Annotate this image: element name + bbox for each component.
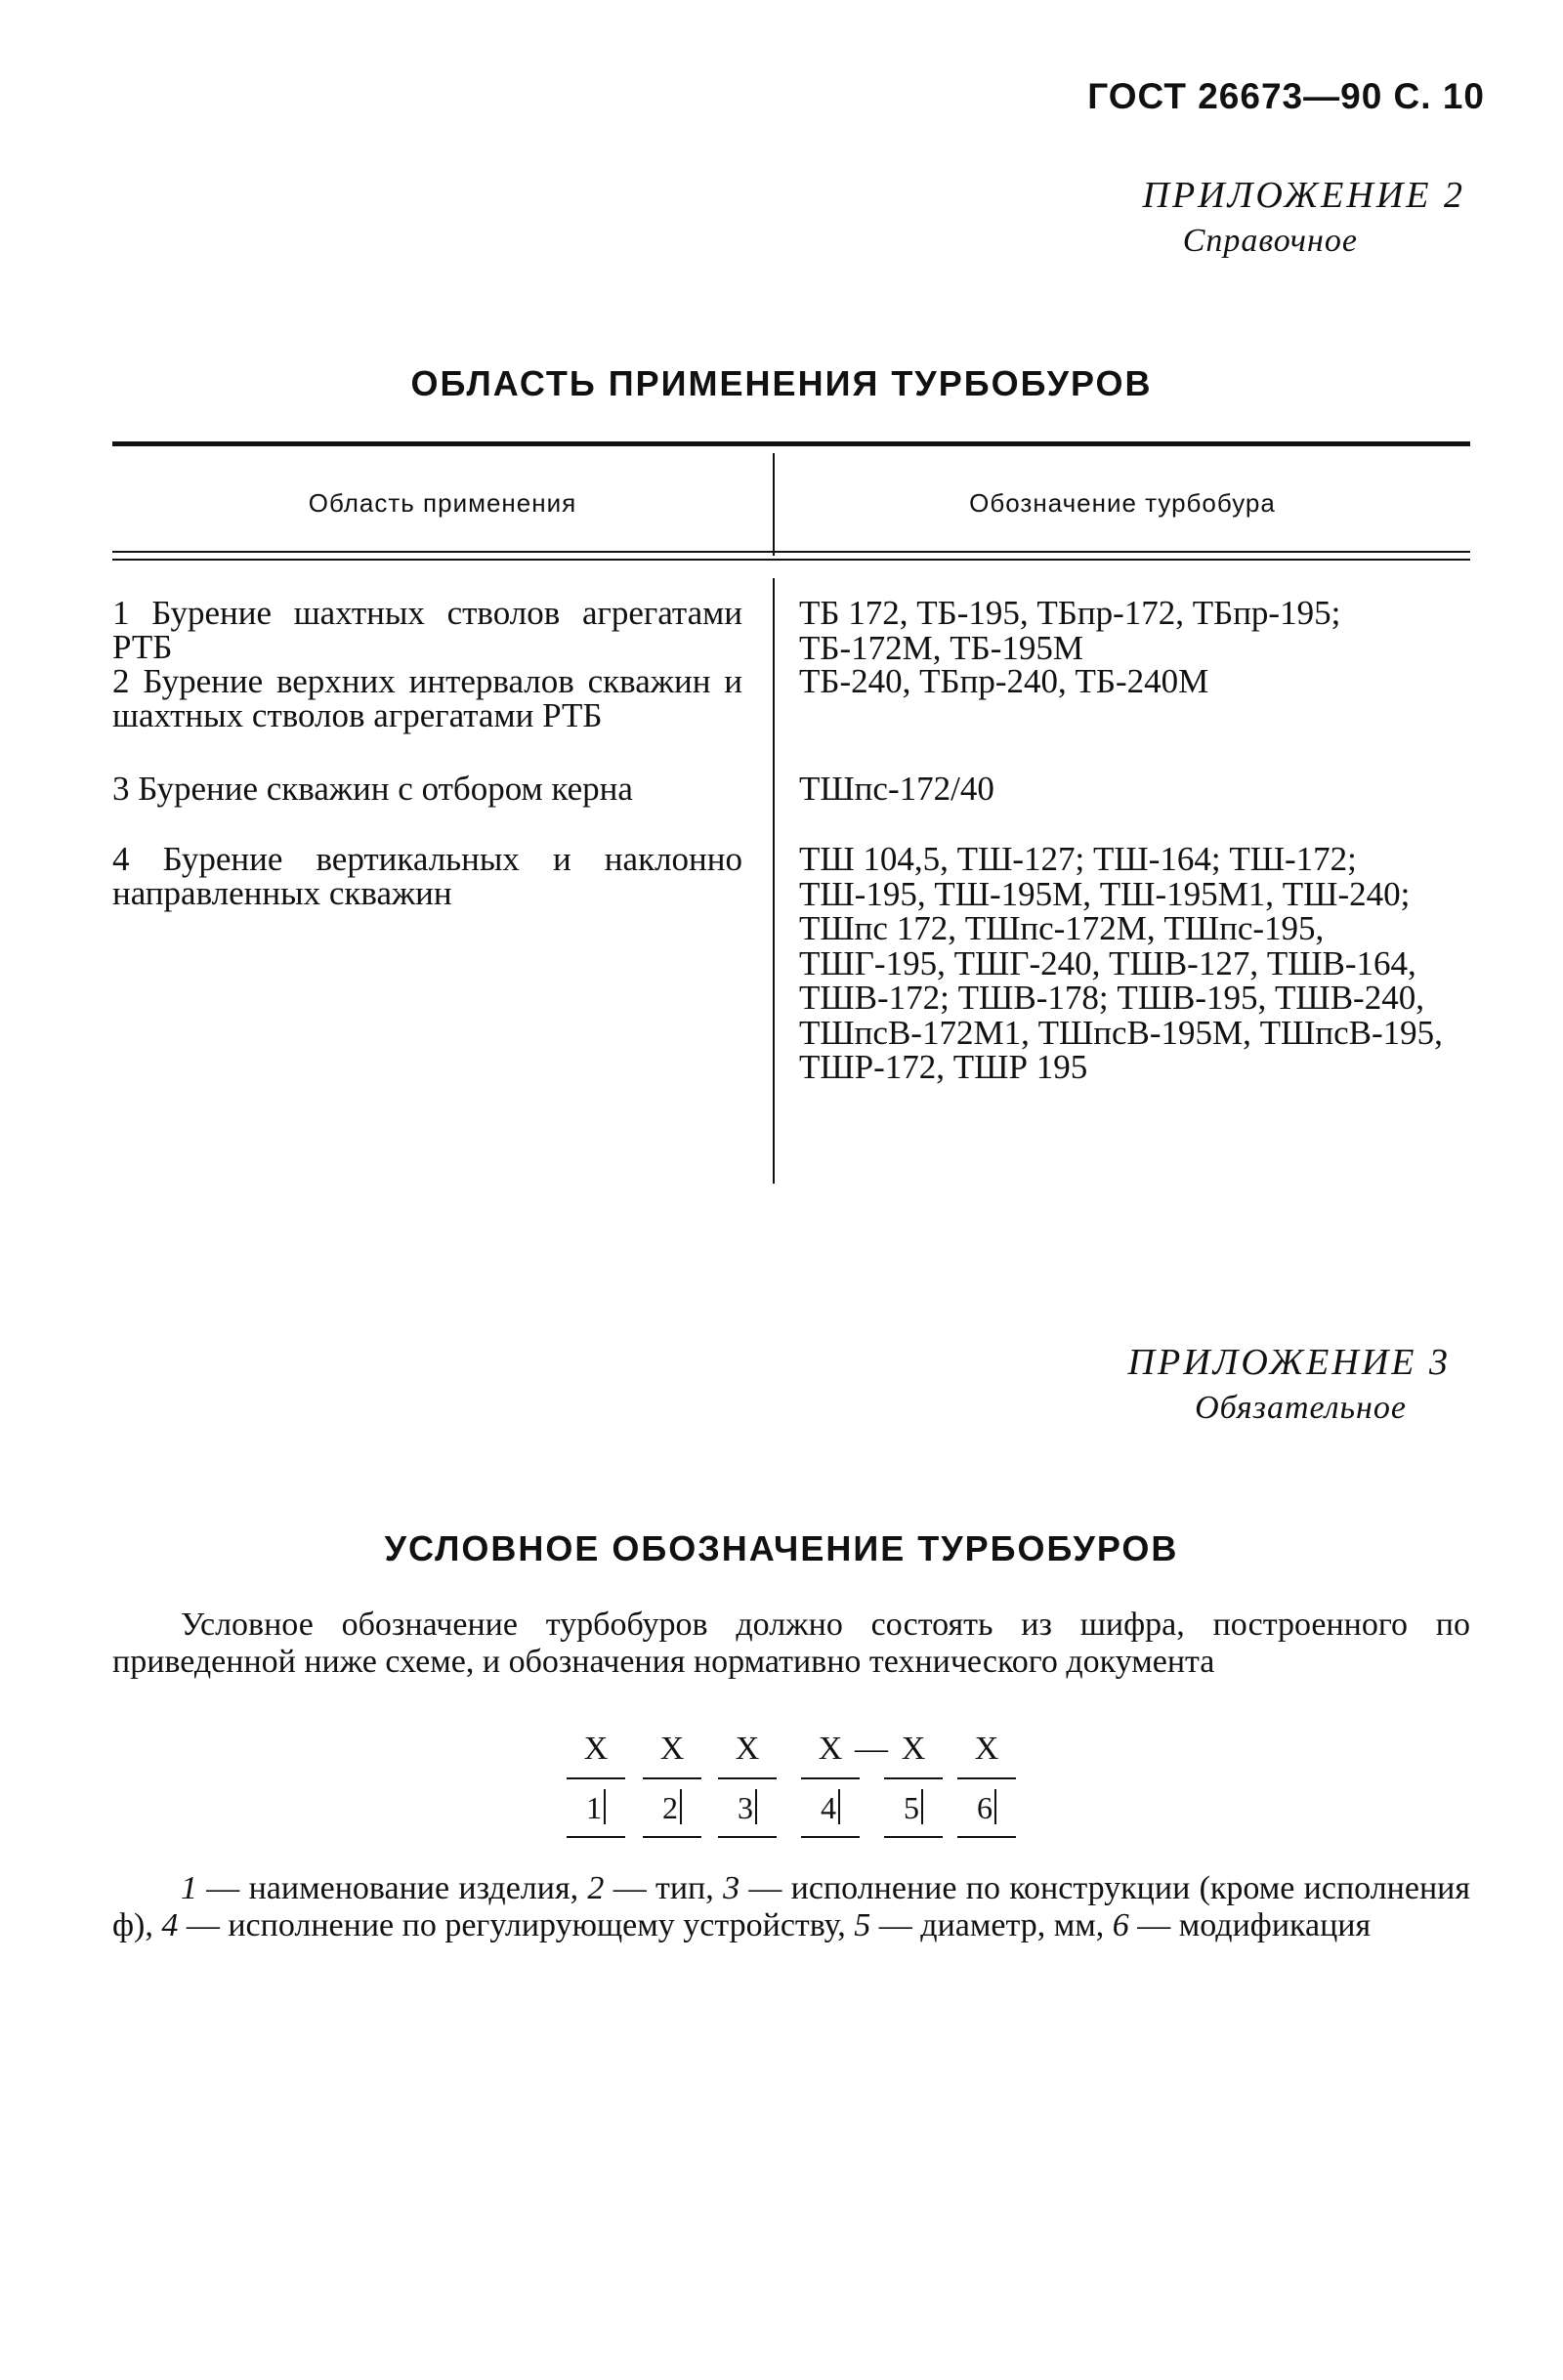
scheme-baseline-4	[801, 1836, 860, 1838]
scheme-number-3	[718, 1789, 777, 1826]
scheme-placeholder-4: Х	[818, 1731, 843, 1767]
appendix-3-status: Обязательное	[1195, 1390, 1407, 1426]
scheme-number-4	[801, 1789, 860, 1826]
table-cell-area-1: 1 Бурение шахтных стволов агрегатами РТБ	[112, 594, 742, 666]
legend-text-5: — диаметр, мм,	[870, 1907, 1113, 1943]
scheme-legend	[112, 1870, 1470, 1944]
designation-scheme	[567, 1731, 1055, 1848]
table-body-divider	[773, 578, 775, 1184]
table-top-rule	[112, 441, 1470, 446]
legend-number-1: 1	[181, 1870, 197, 1906]
scheme-underline-6	[957, 1777, 1016, 1779]
scheme-number-6-text: 6	[977, 1790, 993, 1825]
table-cell-designation-4: ТШ 104,5, ТШ-127; ТШ-164; ТШ-172; ТШ-195, ТШ-195М, ТШ-195М1, ТШ-240; ТШпс 172, ТШпс-172М, ТШпс-195, ТШГ-195, ТШГ-240, ТШВ-127, ТШВ-164, ТШВ-172; ТШВ-178; ТШВ-195, ТШВ-240, ТШпсВ-172М1, ТШпсВ-195М, ТШпсВ-195, ТШР-172, ТШР 195	[799, 840, 1443, 1086]
designation-paragraph: Условное обозначение турбобуров должно состоять из шифра, построенного по приведенной ниже схеме, и обозначения нормативно технического документа	[112, 1607, 1470, 1680]
scheme-placeholder-3: Х	[735, 1731, 760, 1767]
scheme-baseline-5	[884, 1836, 943, 1838]
scheme-number-5-text: 5	[904, 1790, 919, 1825]
scheme-number-1	[567, 1789, 625, 1826]
scheme-number-5	[884, 1789, 943, 1826]
table-header-designation: Обозначение турбобура	[969, 488, 1276, 518]
scheme-baseline-2	[643, 1836, 701, 1838]
table-cell-area-4: 4 Бурение вертикальных и наклонно направленных скважин	[112, 840, 742, 912]
scheme-underline-4	[801, 1777, 860, 1779]
legend-text-3: — исполнение по конструкции (кроме исполнения ф),	[112, 1870, 1470, 1943]
scheme-underline-5	[884, 1777, 943, 1779]
table-header-rule-1	[112, 551, 1470, 553]
table-cell-area-2: 2 Бурение верхних интервалов скважин и шахтных стволов агрегатами РТБ	[112, 662, 742, 734]
table-cell-area-3: 3 Бурение скважин с отбором керна	[112, 770, 633, 808]
scheme-placeholder-5: Х	[901, 1731, 926, 1767]
legend-text-6: — модификация	[1128, 1907, 1372, 1943]
legend-text-1: — наименование изделия,	[197, 1870, 588, 1906]
scheme-baseline-6	[957, 1836, 1016, 1838]
scheme-baseline-1	[567, 1836, 625, 1838]
scheme-baseline-3	[718, 1836, 777, 1838]
scheme-underline-2	[643, 1777, 701, 1779]
legend-number-5: 5	[854, 1907, 871, 1943]
table-header-area: Область применения	[308, 488, 577, 518]
scheme-number-4-text: 4	[821, 1790, 836, 1825]
scheme-number-2	[643, 1789, 701, 1826]
legend-number-4: 4	[161, 1907, 179, 1943]
scheme-underline-1	[567, 1777, 625, 1779]
scheme-underline-3	[718, 1777, 777, 1779]
scheme-dash: —	[855, 1731, 888, 1767]
legend-number-2: 2	[587, 1870, 605, 1906]
table-header-rule-2	[112, 559, 1470, 561]
table-cell-designation-1: ТБ 172, ТБ-195, ТБпр-172, ТБпр-195; ТБ-172М, ТБ-195М	[799, 594, 1341, 667]
page-header: ГОСТ 26673—90 С. 10	[1087, 76, 1485, 116]
scheme-placeholder-1: Х	[583, 1731, 609, 1767]
appendix-3-label: ПРИЛОЖЕНИЕ 3	[1127, 1342, 1451, 1383]
legend-text-4: — исполнение по регулирующему устройству,	[178, 1907, 855, 1943]
scheme-number-2-text: 2	[662, 1790, 678, 1825]
legend-number-3: 3	[723, 1870, 740, 1906]
table-cell-designation-3: ТШпс-172/40	[799, 770, 994, 808]
scheme-number-3-text: 3	[738, 1790, 753, 1825]
appendix-3-title: УСЛОВНОЕ ОБОЗНАЧЕНИЕ ТУРБОБУРОВ	[384, 1528, 1179, 1568]
appendix-2-label: ПРИЛОЖЕНИЕ 2	[1142, 175, 1465, 216]
scheme-number-6	[957, 1789, 1016, 1826]
scheme-placeholder-6: Х	[974, 1731, 999, 1767]
appendix-2-title: ОБЛАСТЬ ПРИМЕНЕНИЯ ТУРБОБУРОВ	[410, 363, 1153, 403]
appendix-2-status: Справочное	[1182, 223, 1358, 259]
legend-number-6: 6	[1112, 1907, 1129, 1943]
scheme-number-1-text: 1	[586, 1790, 602, 1825]
scheme-placeholder-2: Х	[659, 1731, 685, 1767]
legend-text-2: — тип,	[604, 1870, 724, 1906]
table-cell-designation-2: ТБ-240, ТБпр-240, ТБ-240М	[799, 662, 1209, 700]
